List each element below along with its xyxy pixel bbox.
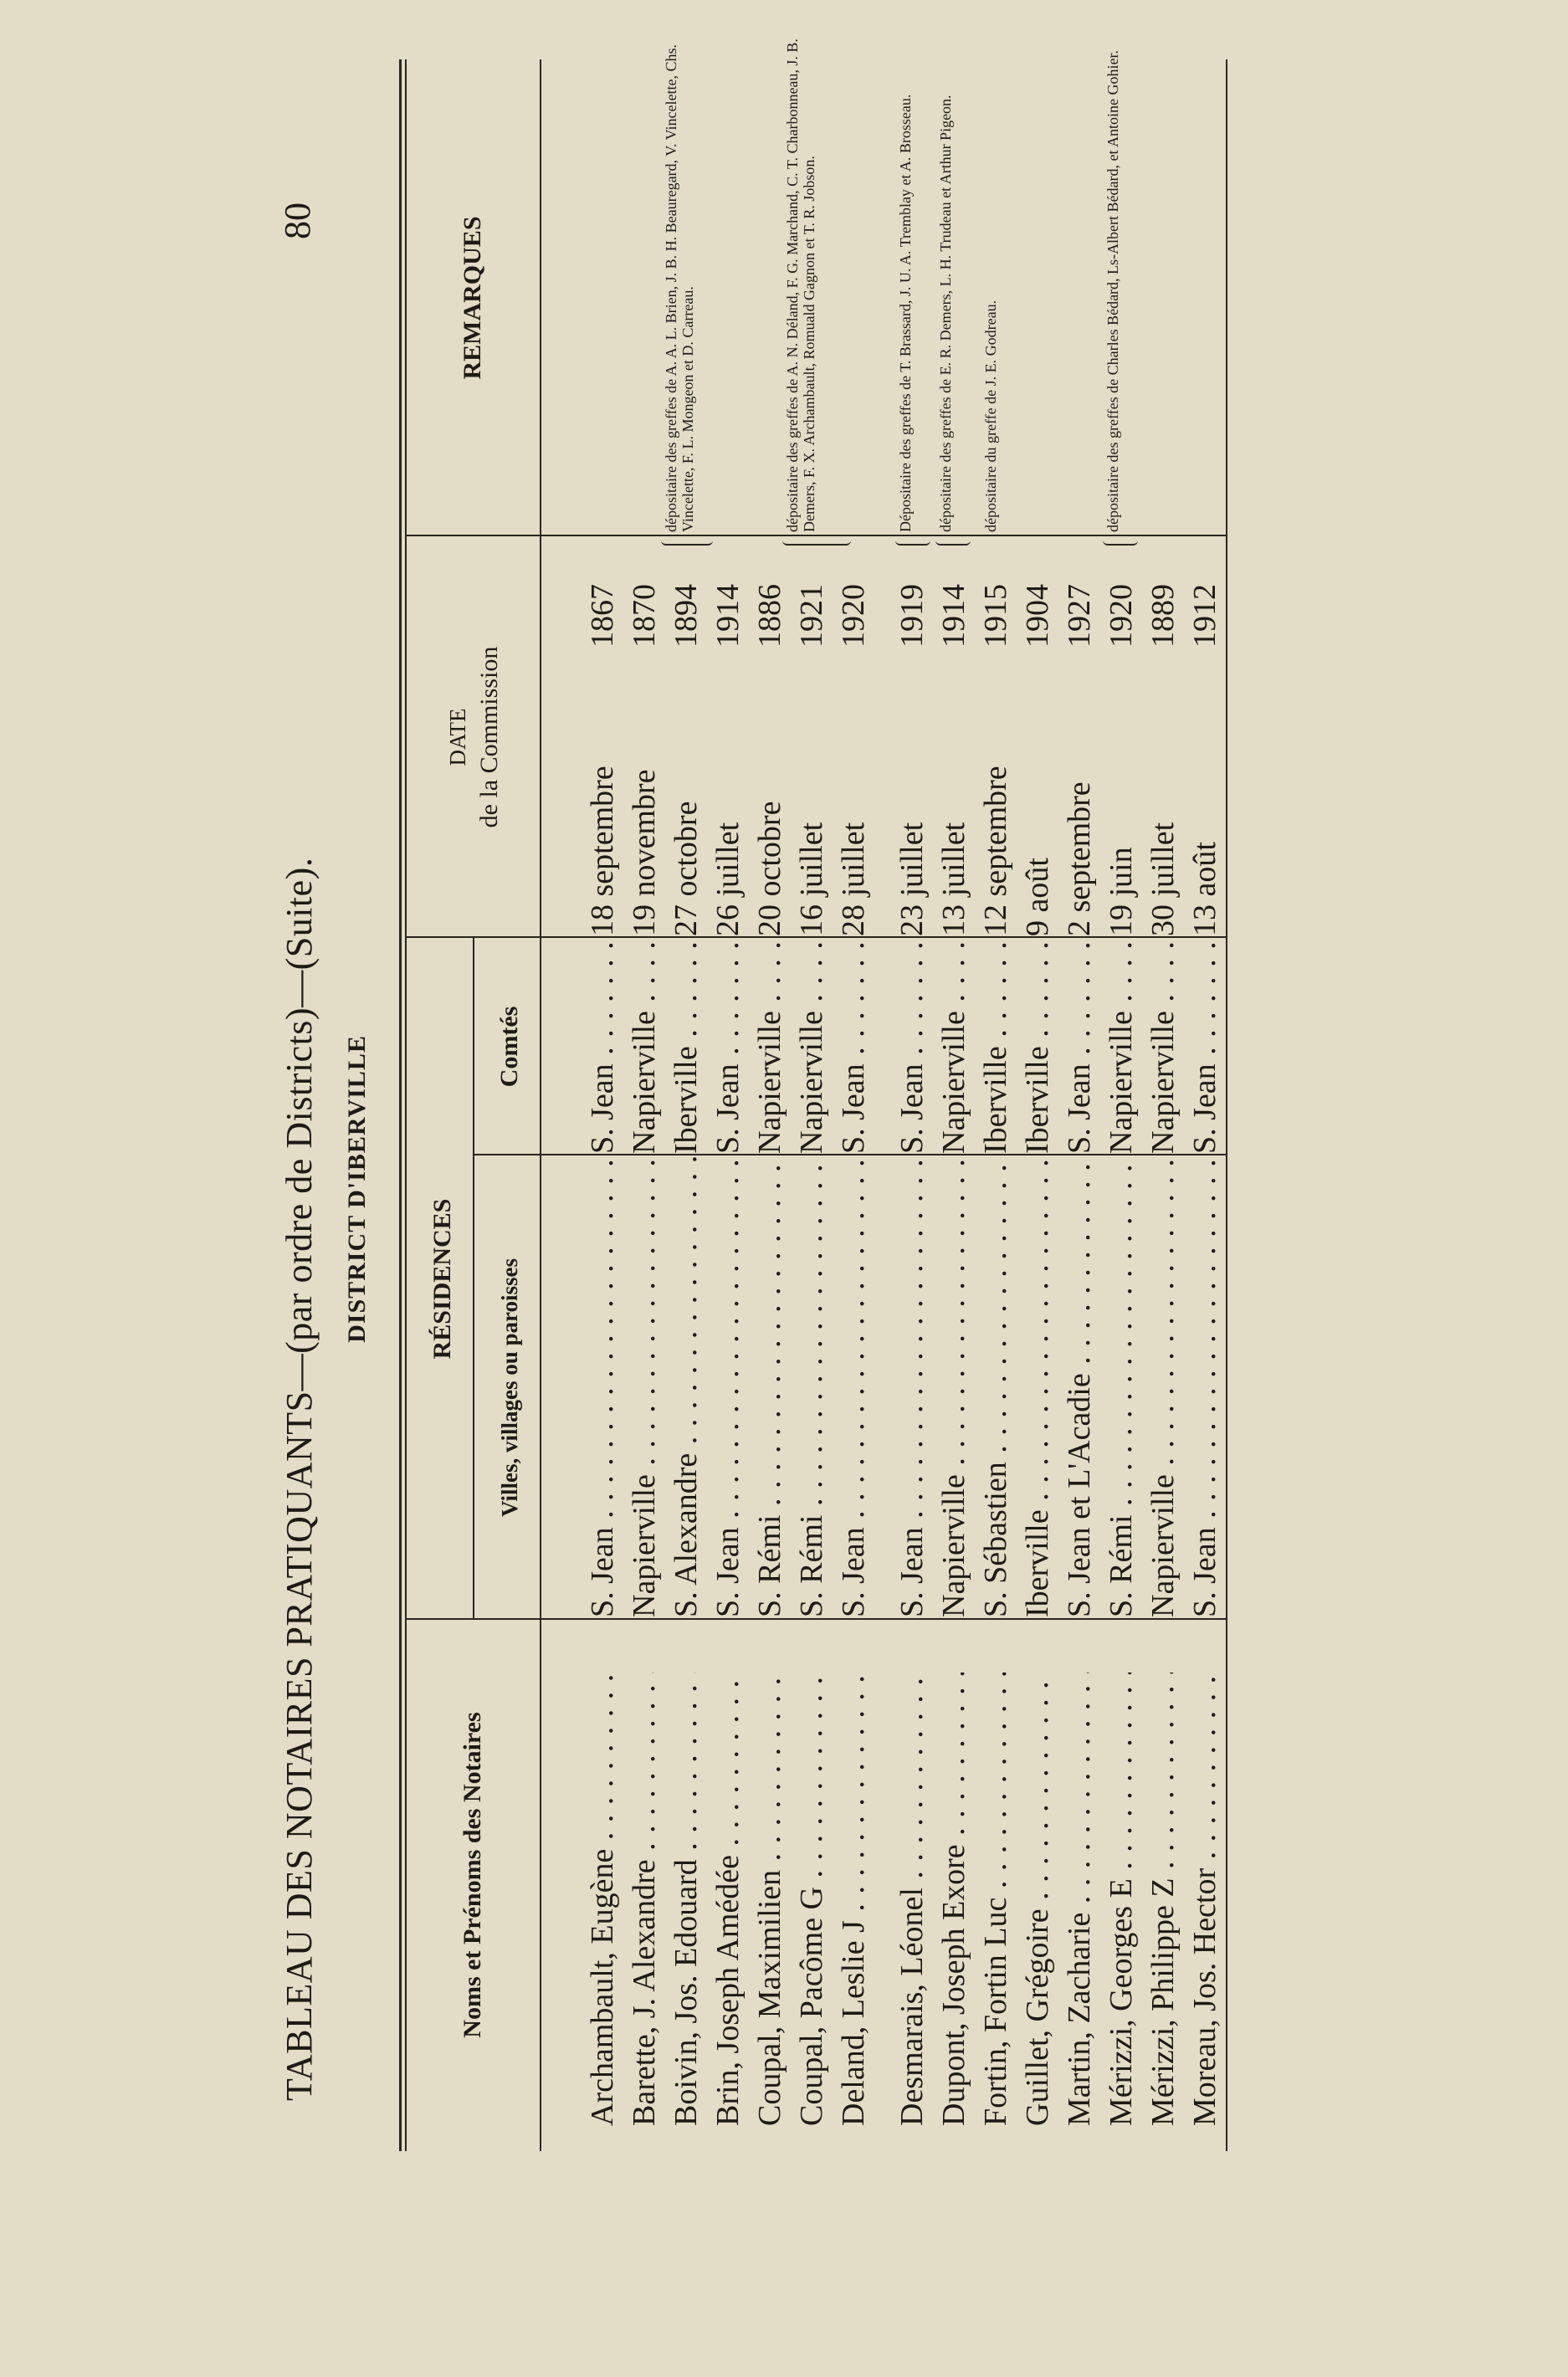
row-date: 19 juin	[1104, 847, 1139, 936]
header-date: DATE	[445, 708, 470, 766]
row-ville: S. Jean . . .	[1184, 1157, 1226, 1617]
row-nom: Coupal, Pacôme G . . .	[791, 1673, 833, 2126]
table-bottom-rule	[1226, 59, 1227, 2151]
row-comte: Napierville . . .	[623, 940, 665, 1154]
row-ville: S. Sébastien . . .	[975, 1157, 1017, 1617]
header-comtes: Comtés	[495, 1006, 523, 1088]
header-bottom-rule	[540, 59, 541, 2151]
table-row	[582, 0, 623, 2377]
residences-sub-rule	[473, 938, 474, 1620]
table-row	[1017, 0, 1058, 2377]
row-annee: 1914	[710, 584, 746, 648]
brace-decoration	[1103, 537, 1138, 546]
remark-coupal: dépositaire des greffes de A. N. Déland, F. G. Marchand, C. T. Charbonneau, J. B. Demers, F. X. Archambault, Romuald Gagnon et T. R. Jobson.	[782, 30, 851, 532]
row-comte: Napierville . . .	[1142, 940, 1184, 1154]
row-date: 19 novembre	[627, 769, 662, 936]
remark-desmarais: Dépositaire des greffes de T. Brassard, J. U. A. Tremblay et A. Brosseau.	[895, 30, 930, 532]
header-remarques: REMARQUES	[459, 216, 486, 380]
row-nom: Martin, Zacharie . . .	[1058, 1673, 1100, 2126]
row-comte: S. Jean . . .	[1184, 940, 1226, 1154]
row-annee: 1920	[836, 584, 871, 648]
row-nom: Dupont, Joseph Exore . . .	[933, 1673, 975, 2126]
table-row	[1058, 0, 1100, 2377]
row-ville: S. Rémi . . .	[749, 1157, 791, 1617]
brace-decoration	[661, 537, 713, 546]
row-nom: Guillet, Grégoire . . .	[1017, 1673, 1058, 2126]
remark-fortin: dépositaire du greffe de J. E. Godreau.	[982, 300, 999, 532]
row-nom: Fortin, Fortin Luc . . .	[975, 1673, 1017, 2126]
row-annee: 1889	[1145, 584, 1181, 648]
row-date: 13 août	[1187, 842, 1222, 936]
row-date: 28 juillet	[836, 822, 871, 936]
table-row	[623, 0, 665, 2377]
row-ville: Napierville . . .	[623, 1157, 665, 1617]
row-ville: Napierville . . .	[933, 1157, 975, 1617]
row-annee: 1904	[1020, 584, 1055, 648]
row-annee: 1886	[752, 584, 787, 648]
row-ville: S. Rémi . . .	[1100, 1157, 1142, 1617]
header-residences: RÉSIDENCES	[428, 1198, 456, 1360]
row-ville: S. Rémi . . .	[791, 1157, 833, 1617]
row-nom: Desmarais, Léonel . . .	[891, 1673, 933, 2126]
row-comte: Napierville . . .	[791, 940, 833, 1154]
remark-merizzi: dépositaire des greffes de Charles Bédard, Ls-Albert Bédard, et Antoine Gohier.	[1103, 30, 1138, 532]
row-date: 26 juillet	[710, 822, 746, 936]
row-date: 30 juillet	[1145, 822, 1181, 936]
row-nom: Mérizzi, Georges E . . .	[1100, 1673, 1142, 2126]
row-ville: S. Jean . . .	[891, 1157, 933, 1617]
row-annee: 1870	[627, 584, 662, 648]
row-date: 23 juillet	[894, 822, 930, 936]
row-date: 16 juillet	[794, 822, 829, 936]
row-ville: Napierville . . .	[1142, 1157, 1184, 1617]
row-annee: 1921	[794, 584, 829, 648]
row-ville: Iberville . . .	[1017, 1157, 1058, 1617]
row-nom: Mérizzi, Philippe Z . . .	[1142, 1673, 1184, 2126]
row-annee: 1914	[936, 584, 971, 648]
remark-boivin: dépositaire des greffes de A. A. L. Brien, J. B. H. Beauregard, V. Vincelette, Chs. Vincelette, F. L. Mongeon et D. Carreau.	[661, 30, 713, 532]
row-annee: 1867	[585, 584, 620, 648]
row-date: 13 juillet	[936, 822, 971, 936]
table-row	[1184, 0, 1226, 2377]
row-comte: Napierville . . .	[749, 940, 791, 1154]
header-noms: Noms et Prénoms des Notaires	[459, 1712, 486, 2038]
row-date: 18 septembre	[585, 766, 620, 936]
row-comte: S. Jean . . .	[582, 940, 623, 1154]
row-nom: Brin, Joseph Amédée . . .	[707, 1673, 749, 2126]
row-date: 12 septembre	[978, 766, 1013, 936]
row-ville: S. Jean . . .	[582, 1157, 623, 1617]
row-comte: S. Jean . . .	[891, 940, 933, 1154]
row-nom: Archambault, Eugène . . .	[582, 1673, 623, 2126]
row-annee: 1920	[1104, 584, 1139, 648]
table-top-rule	[399, 59, 402, 2151]
row-ville: S. Jean et L'Acadie . . .	[1058, 1157, 1100, 1617]
row-date: 20 octobre	[752, 801, 787, 936]
header-date-sub: de la Commission	[475, 646, 503, 828]
row-comte: Iberville . . .	[1017, 940, 1058, 1154]
row-comte: S. Jean . . .	[833, 940, 874, 1154]
table-row	[1142, 0, 1184, 2377]
brace-decoration	[782, 537, 851, 546]
table-top-rule-2	[405, 59, 407, 2151]
row-nom: Barette, J. Alexandre . . .	[623, 1673, 665, 2126]
row-date: 27 octobre	[669, 801, 704, 936]
row-annee: 1894	[669, 584, 704, 648]
page-title: TABLEAU DES NOTAIRES PRATIQUANTS—(par ordre de Districts)—(Suite).	[279, 857, 320, 2101]
row-comte: Iberville . . .	[665, 940, 707, 1154]
row-comte: S. Jean . . .	[1058, 940, 1100, 1154]
brace-decoration	[895, 537, 930, 546]
row-comte: Napierville . . .	[933, 940, 975, 1154]
row-ville: S. Jean . . .	[833, 1157, 874, 1617]
row-annee: 1915	[978, 584, 1013, 648]
row-comte: Iberville . . .	[975, 940, 1017, 1154]
row-ville: S. Jean . . .	[707, 1157, 749, 1617]
header-villes: Villes, villages ou paroisses	[497, 1258, 522, 1518]
row-nom: Deland, Leslie J . . .	[833, 1673, 874, 2126]
page-number: 80	[277, 202, 318, 239]
row-date: 9 août	[1020, 858, 1055, 936]
row-comte: Napierville . . .	[1100, 940, 1142, 1154]
row-annee: 1919	[894, 584, 930, 648]
row-ville: S. Alexandre . . .	[665, 1157, 707, 1617]
remark-dupont: dépositaire des greffes de E. R. Demers, L. H. Trudeau et Arthur Pigeon.	[935, 30, 971, 532]
row-nom: Moreau, Jos. Hector . . .	[1184, 1673, 1226, 2126]
brace-decoration	[935, 537, 971, 546]
row-date: 2 septembre	[1062, 781, 1097, 936]
row-comte: S. Jean . . .	[707, 940, 749, 1154]
row-nom: Boivin, Jos. Edouard . . .	[665, 1673, 707, 2126]
row-annee: 1912	[1187, 584, 1222, 648]
table-row	[707, 0, 749, 2377]
row-nom: Coupal, Maximilien . . .	[749, 1673, 791, 2126]
row-annee: 1927	[1062, 584, 1097, 648]
district-heading: DISTRICT D'IBERVILLE	[343, 1035, 371, 1343]
